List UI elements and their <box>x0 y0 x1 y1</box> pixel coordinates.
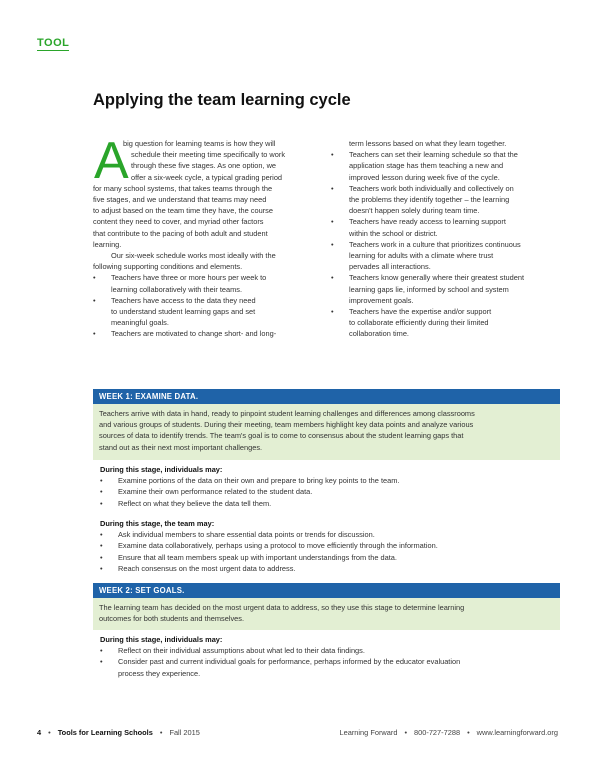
intro-line: for many school systems, that takes teams through the <box>93 183 273 193</box>
bullet-line: the problems they identify together – the learning <box>349 195 510 205</box>
intro-line: schedule their meeting time specifically to work <box>131 150 286 160</box>
list-item: • Examine data collaboratively, perhaps using a protocol to move efficiently through the information. <box>100 540 560 551</box>
footer-left: 4 • Tools for Learning Schools • Fall 2015 <box>37 728 200 737</box>
condition-bullet <box>331 239 559 273</box>
condition-bullet <box>331 216 559 238</box>
list-item: • Reach consensus on the most urgent data to address. <box>100 563 560 574</box>
intro-line: five stages, and we understand that teams may need <box>93 195 267 205</box>
intro-line: offer a six-week cycle, a typical grading period <box>131 172 283 182</box>
drop-cap: A <box>94 132 129 190</box>
bullet-line: within the school or district. <box>349 228 438 238</box>
list-item-line: process they experience. <box>118 668 201 678</box>
summary-line: and various groups of students. During their meeting, team members highlight key data points and analyze various <box>99 420 474 430</box>
bullet-line: collaboration time. <box>349 329 409 339</box>
bullet-line: learning gaps lie, informed by school and system <box>349 284 509 294</box>
section-heading: During this stage, the team may: <box>100 519 215 528</box>
week1-heading-bar: WEEK 1: EXAMINE DATA. <box>93 389 560 404</box>
list-item <box>100 645 560 656</box>
list-item-line: • Reflect on their individual assumptions about what led to their data findings. <box>118 646 365 656</box>
bullet-line: meaningful goals. <box>111 318 169 328</box>
org-name: Learning Forward <box>339 728 398 737</box>
intro-line: content they need to cover, and myriad other factors <box>93 217 264 227</box>
week1-individuals-section <box>100 464 560 509</box>
bullet-line: • Teachers have the expertise and/or support <box>349 307 492 317</box>
list-item: • Examine portions of the data on their own and prepare to bring key points to the team. <box>100 475 560 486</box>
list-item: • Reflect on what they believe the data tell them. <box>100 498 560 509</box>
condition-bullet <box>93 295 321 329</box>
bullet-line: to collaborate efficiently during their limited <box>349 318 489 328</box>
intro-line: learning. <box>93 239 122 249</box>
page-number: 4 <box>37 728 42 737</box>
bullet-line: • Teachers have access to the data they need <box>111 295 256 305</box>
bullet-line: to understand student learning gaps and set <box>111 307 256 317</box>
condition-bullet <box>331 306 559 340</box>
bullet-line: learning collaboratively with their teams. <box>111 284 243 294</box>
bullet-line: • Teachers know generally where their greatest student <box>349 273 525 283</box>
tool-tag: TOOL <box>37 37 70 49</box>
bullet-line: • Teachers have three or more hours per week to <box>111 273 267 283</box>
phone-number: 800-727-7288 <box>414 728 461 737</box>
week2-summary-box <box>93 598 560 630</box>
section-heading: During this stage, individuals may: <box>100 465 223 474</box>
intro-line: through these five stages. As one option, we <box>131 161 277 171</box>
summary-line: sources of data to identify trends. The team's goal is to come to consensus about the student learning gaps that <box>99 431 464 441</box>
issue-date: Fall 2015 <box>169 728 200 737</box>
footer-right: Learning Forward • 800-727-7288 • www.learningforward.org <box>339 728 558 737</box>
intro-right-column <box>331 138 559 340</box>
intro-line: following supporting conditions and elements. <box>93 262 243 272</box>
summary-line: stand out as their next most important challenges. <box>99 442 263 452</box>
section-heading: During this stage, individuals may: <box>100 635 223 644</box>
bullet-line: doesn't happen solely during team time. <box>349 206 480 216</box>
bullet-continuation: term lessons based on what they learn together. <box>349 139 507 148</box>
list-item: • Ask individual members to share essential data points or trends for discussion. <box>100 529 560 540</box>
week1-summary-box <box>93 404 560 460</box>
condition-bullet <box>93 272 321 294</box>
bullet-line: improved lesson during week five of the cycle. <box>349 172 500 182</box>
intro-line: big question for learning teams is how they will <box>123 139 276 148</box>
condition-bullet <box>331 149 559 183</box>
intro-line: that contribute to the pacing of both adult and student <box>93 228 268 238</box>
intro-line: Our six-week schedule works most ideally with the <box>111 251 276 261</box>
summary-line: The learning team has decided on the most urgent data to address, so they use this stage to determine learning <box>99 603 465 612</box>
publication-name: Tools for Learning Schools <box>57 728 153 737</box>
bullet-line: • Teachers can set their learning schedule so that the <box>349 150 518 160</box>
week2-heading-bar: WEEK 2: SET GOALS. <box>93 583 560 598</box>
bullet-line: • Teachers work in a culture that prioritizes continuous <box>349 239 521 249</box>
condition-bullet <box>93 328 321 339</box>
bullet-line: application stage has them teaching a new and <box>349 161 504 171</box>
bullet-line: • Teachers work both individually and collectively on <box>349 183 514 193</box>
condition-bullet <box>331 183 559 217</box>
list-item <box>100 656 560 678</box>
list-item-line: • Consider past and current individual goals for performance, perhaps informed by the educator evaluation <box>118 657 461 667</box>
bullet-line: • Teachers have ready access to learning support <box>349 217 506 227</box>
bullet-line: • Teachers are motivated to change short- and long- <box>111 329 277 339</box>
bullet-line: improvement goals. <box>349 295 414 305</box>
summary-line: outcomes for both students and themselves. <box>99 614 245 624</box>
week1-team-section <box>100 518 560 574</box>
condition-bullet <box>331 272 559 306</box>
week2-individuals-section <box>100 634 560 679</box>
summary-line: Teachers arrive with data in hand, ready to pinpoint student learning challenges and differences among classrooms <box>99 409 475 418</box>
list-item: • Ensure that all team members speak up with important understandings from the data. <box>100 552 560 563</box>
page-title: Applying the team learning cycle <box>93 91 351 109</box>
bullet-line: learning for adults with a climate where trust <box>349 251 494 261</box>
list-item: • Examine their own performance related to the student data. <box>100 486 560 497</box>
intro-line: to adjust based on the team time they have, the course <box>93 206 273 216</box>
website-link[interactable]: www.learningforward.org <box>476 728 558 737</box>
bullet-line: pervades all interactions. <box>349 262 431 272</box>
intro-left-column <box>93 132 321 340</box>
